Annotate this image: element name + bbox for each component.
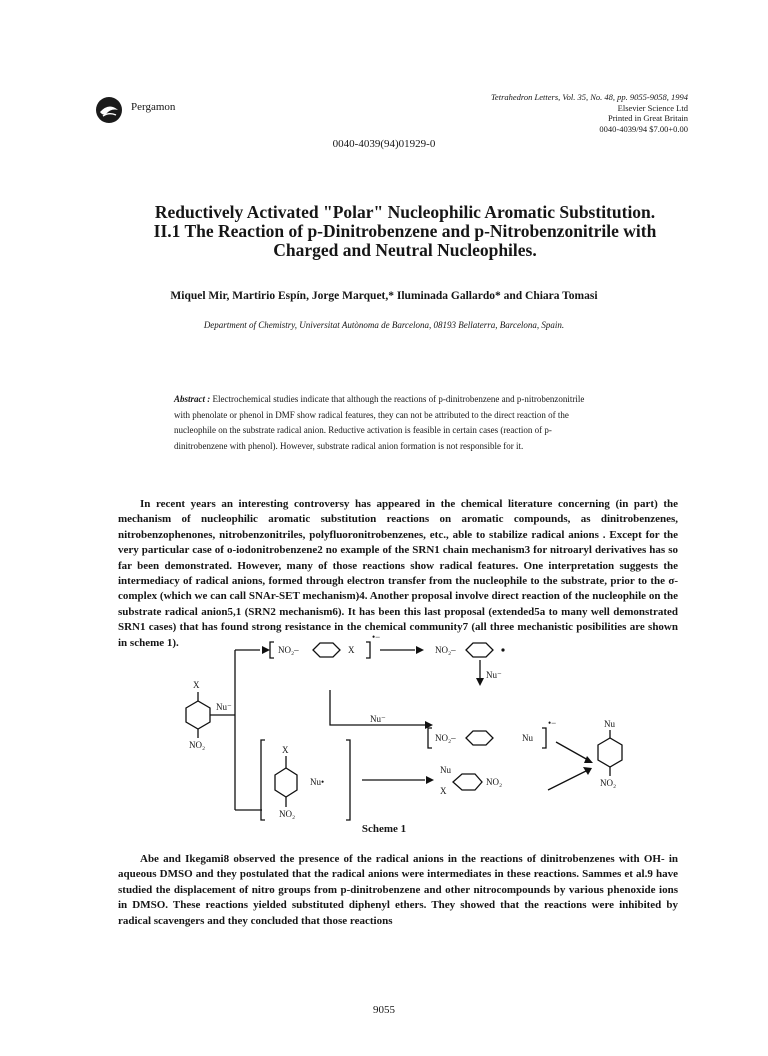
start-no2-label: NO₂ [189,740,206,750]
paragraph-2-text: Abe and Ikegami8 observed the presence of the radical anions in the reactions of dinitrobenzenes with OH- in aqueous DMSO and they postulated that the radical anions were intermediates in these reactions. Sammes et al.9 have studied the displacement of nitro groups from p-dinitrobenzene and other nitrocompounds by various phenoxide ions in DMSO. These reactions yielded substituted diphenyl ethers. They showed that the reactions were inhibited by radical scavengers and they concluded that those reactions [118,853,678,927]
article-doi: 0040-4039(94)01929-0 [332,138,436,150]
no2-radical-label: NO₂– [435,645,456,655]
sigma-no2-label: NO₂ [279,809,296,819]
sigma-nu-radical: Nu• [310,777,325,787]
middle-no2-label: NO₂– [435,733,456,743]
middle-nu-sub: Nu [522,733,533,743]
paragraph-1-text: In recent years an interesting controversy has appeared in the chemical literature concerning (in part) the mechanism of nucleophilic aromatic substitution reactions on aromatic compounds, as dinitrobenzenes, nitrobenzophenones, nitrobenzonitriles, polyfluoronitrobenzenes, etc., able to stabilize radical anions . Except for the very particular case of o-iodonitrobenzene2 no example of the SRN1 chain mechanism3 for nitroaryl derivatives has so far been demonstrated. However, many of those reactions show radical features. One interpretation suggests the intermediacy of radical anions, formed through electron transfer from the nucleophile to the substrate, prior to the σ-complex (which we can call SNAr-SET mechanism)4. Another proposal involve direct reaction of the nucleophile on the substrate radical anion5,1 (SRN2 mechanism6). It has been this last proposal (extended5a to many well demonstrated SRN1 cases) that has found strong resistance in the chemical community7 (all three mechanistic posibilities are shown in scheme 1). [118,498,678,649]
meisenheimer-no2: NO₂ [486,777,503,787]
sigma-x-label: X [282,745,289,755]
scheme-1-diagram [170,630,640,825]
abstract-text: Electrochemical studies indicate that although the reactions of p-dinitrobenzene and p-nitrobenzonitrile with phenolate or phenol in DMF show radical features, they can not be attributed to the direct reaction of the nucleophile on the substrate radical anion. Reductive activation is feasible in certain cases (reaction of p-dinitrobenzene with phenol). However, substrate radical anion formation is not responsible for it. [174,394,585,451]
product-no2-label: NO₂ [600,778,617,788]
middle-radical-charge: •− [548,718,557,728]
scheme-caption: Scheme 1 [361,823,407,835]
middle-nu-label: Nu⁻ [370,714,386,724]
journal-info [440,92,688,134]
start-nu-label: Nu⁻ [216,702,232,712]
publisher-name: Pergamon [131,101,176,113]
arrow-nu-label: Nu⁻ [486,670,502,680]
journal-printed: Printed in Great Britain [607,113,688,124]
pergamon-logo [95,96,123,124]
product-nu-label: Nu [604,719,615,729]
top-radical-charge: •− [372,632,381,642]
body-paragraph-2 [118,852,678,929]
abstract [174,392,594,454]
start-x-label: X [193,680,200,690]
meisenheimer-nu: Nu [440,765,451,775]
top-no2-label: NO₂– [278,645,299,655]
sigma-complex-ring [275,768,297,797]
body-paragraph-1 [118,497,678,651]
meisenheimer-x: X [440,786,447,796]
journal-citation: Tetrahedron Letters, Vol. 35, No. 48, pp. 9055-9058, 1994 [490,92,688,102]
abstract-label: Abstract : [174,394,211,404]
page-number: 9055 [373,1004,395,1016]
top-x-label: X [348,645,355,655]
article-affiliation: Department of Chemistry, Universitat Autònoma de Barcelona, 08193 Bellaterra, Barcelona, Spain. [203,320,565,330]
article-authors: Miquel Mir, Martirio Espín, Jorge Marquet,* Iluminada Gallardo* and Chiara Tomasi [170,290,598,302]
article-title: Reductively Activated "Polar" Nucleophilic Aromatic Substitution. II.1 The Reaction of p-Dinitrobenzene and p-Nitrobenzonitrile with Charged and Neutral Nucleophiles. [153,202,657,260]
journal-price: 0040-4039/94 $7.00+0.00 [599,123,688,134]
start-benzene-ring [186,701,210,729]
journal-publisher: Elsevier Science Ltd [617,102,688,113]
product-benzene-ring [598,738,622,767]
